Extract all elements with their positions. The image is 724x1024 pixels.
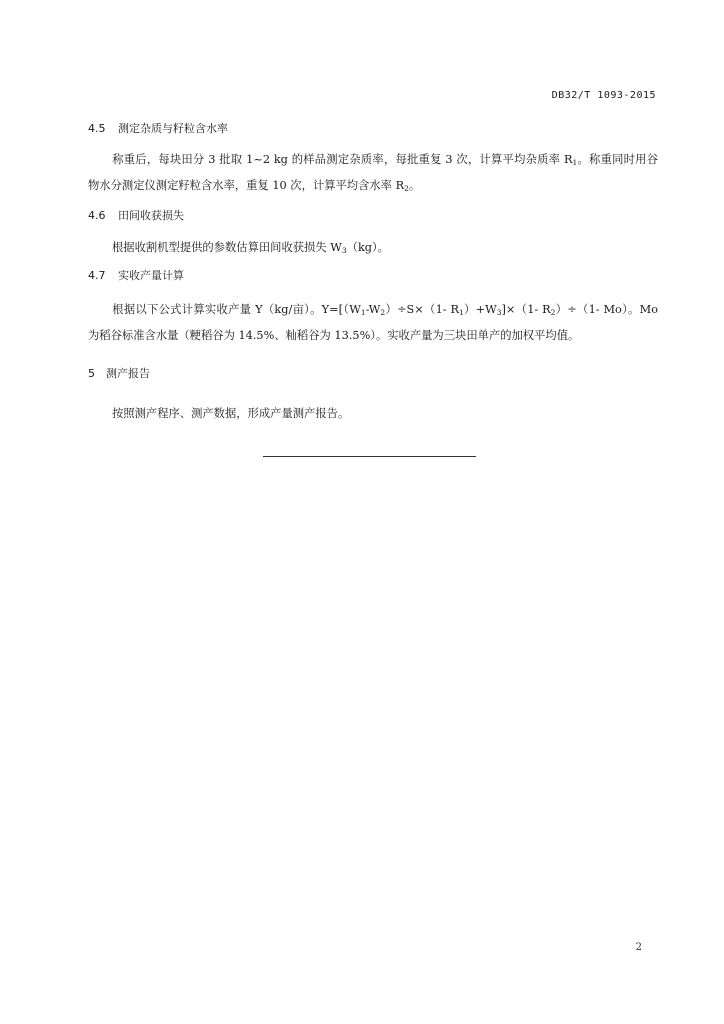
text-run: 根据收割机型提供的参数估算田间收获损失 W	[112, 241, 342, 254]
subscript: 2	[550, 308, 556, 317]
section-heading-4-7	[88, 267, 184, 283]
section-heading-4-5	[88, 120, 228, 136]
section-number: 4.6	[88, 209, 106, 222]
paragraph-4-6	[88, 235, 658, 261]
section-heading-5	[88, 365, 150, 381]
text-run: -W	[365, 303, 381, 316]
subscript: 1	[458, 308, 464, 317]
section-number: 4.5	[88, 122, 106, 135]
text-run: ）÷（1- Mo）。Mo 为稻谷标准含水量（粳稻谷为 14.5%、籼稻谷为 13.5%）。实收产量为三块田单产的加权平均值。	[88, 303, 658, 342]
paragraph-4-7	[88, 297, 658, 349]
text-run: （kg）。	[346, 241, 389, 254]
subscript: 1	[360, 308, 366, 317]
text-run: ）+W	[463, 303, 497, 316]
page-number: 2	[635, 942, 642, 953]
text-run: 根据以下公式计算实收产量 Y（kg/亩）。Y=[（W	[112, 303, 361, 316]
subscript: 3	[341, 246, 347, 255]
text-run: ）÷S×（1- R	[385, 303, 459, 316]
section-title: 田间收获损失	[118, 209, 184, 222]
section-title: 测产报告	[106, 367, 150, 380]
section-number: 4.7	[88, 269, 106, 282]
section-title: 实收产量计算	[118, 269, 184, 282]
section-title: 测定杂质与籽粒含水率	[118, 122, 228, 135]
subscript: 3	[496, 308, 502, 317]
paragraph-4-5	[88, 147, 658, 199]
text-run: 称重后，每块田分 3 批取 1~2 kg 的样品测定杂质率，每批重复 3 次，计算平均杂质率 R	[112, 153, 573, 166]
section-heading-4-6	[88, 207, 184, 223]
text-run: 。	[408, 179, 421, 192]
text-run: 。称重同时用谷物水分测定仪测定籽粒含水率，重复 10 次，计算平均含水率 R	[88, 153, 658, 192]
text-run: ]×（1- R	[501, 303, 551, 316]
subscript: 1	[572, 158, 578, 167]
subscript: 2	[404, 184, 409, 193]
subscript: 2	[380, 308, 386, 317]
text-run: 按照测产程序、测产数据，形成产量测产报告。	[112, 407, 350, 420]
section-number: 5	[88, 367, 95, 380]
document-code: DB32/T 1093-2015	[551, 90, 656, 101]
paragraph-5	[88, 401, 658, 427]
end-of-document-rule	[263, 456, 476, 457]
